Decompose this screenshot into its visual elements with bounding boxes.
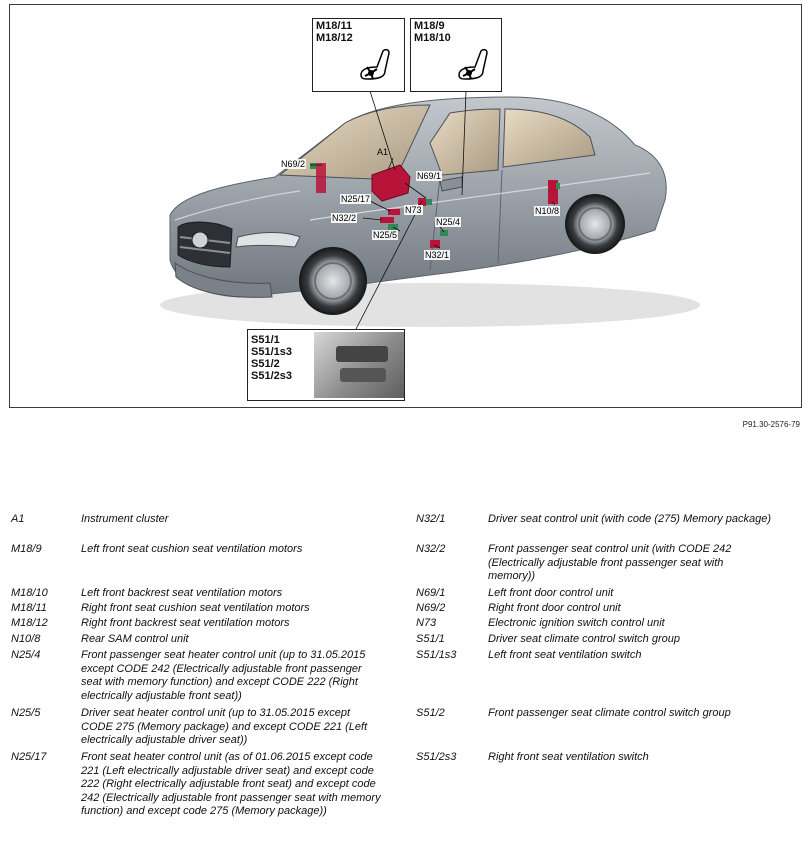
- seat-fan-icon: [451, 47, 491, 81]
- legend-row: [11, 587, 381, 601]
- figure-reference: P91.30-2576-79: [742, 420, 800, 429]
- n25-4-marker: [440, 230, 448, 236]
- legend-desc: Instrument cluster: [81, 513, 169, 525]
- legend-row: [11, 543, 381, 557]
- legend-code: M18/10: [11, 587, 48, 599]
- legend-code: M18/12: [11, 617, 48, 629]
- legend-desc: Left front door control unit: [488, 587, 614, 599]
- callout-code: M18/11: [316, 20, 353, 32]
- callout-code: M18/10: [414, 32, 451, 44]
- legend-row: [416, 602, 773, 616]
- legend-code: A1: [11, 513, 25, 525]
- n25-17-marker: [388, 209, 400, 215]
- legend-code: S51/2: [416, 707, 445, 719]
- legend-code: M18/9: [11, 543, 42, 555]
- n32-1-marker: [430, 240, 440, 248]
- legend-desc: Right front seat ventilation switch: [488, 751, 649, 763]
- label-a1: A1: [377, 147, 389, 157]
- n32-2-marker: [380, 217, 394, 223]
- label-n25-4: N25/4: [436, 217, 461, 227]
- legend-desc: Right front seat cushion seat ventilation motors: [81, 602, 310, 614]
- callout-code: M18/12: [316, 32, 353, 44]
- legend-desc: Front passenger seat control unit (with CODE 242 (Electrically adjustable front passenger seat with memory)): [488, 543, 732, 583]
- legend-row: [416, 617, 773, 631]
- legend-row: [416, 633, 773, 647]
- legend-desc: Front passenger seat heater control unit (up to 31.05.2015 except CODE 242 (Electrically adjustable front passenger seat with memory function) and except CODE 222 (Right electrically adjustable front seat)): [81, 649, 366, 702]
- legend-row: [416, 649, 773, 663]
- legend-code: N69/2: [416, 602, 446, 614]
- callout-left-seat-motors: [410, 18, 502, 92]
- star-emblem: [192, 232, 208, 248]
- label-n69-2: N69/2: [281, 159, 306, 169]
- legend-row: [11, 602, 381, 616]
- legend-desc: Left front seat ventilation switch: [488, 649, 642, 661]
- legend-code: N25/4: [11, 649, 41, 661]
- legend-row: [11, 707, 381, 748]
- vehicle-illustration: [9, 4, 802, 408]
- label-n69-1: N69/1: [417, 171, 442, 181]
- front-wheel: [299, 247, 367, 315]
- legend-code: S51/1s3: [416, 649, 457, 661]
- callout-switch-groups: [247, 329, 405, 401]
- legend-desc: Driver seat heater control unit (up to 31.05.2015 except CODE 275 (Memory package) and except CODE 221 (Left electrically adjustable driver seat)): [81, 707, 368, 747]
- legend-code: N25/5: [11, 707, 41, 719]
- legend-code: N10/8: [11, 633, 41, 645]
- label-n25-5: N25/5: [373, 230, 398, 240]
- legend-row: [11, 513, 381, 527]
- legend-desc: Driver seat control unit (with code (275) Memory package): [488, 513, 772, 525]
- legend-desc: Driver seat climate control switch group: [488, 633, 680, 645]
- legend-code: N73: [416, 617, 437, 629]
- legend-code: N32/1: [416, 513, 446, 525]
- n69-2-marker: [316, 163, 326, 193]
- legend-desc: Front passenger seat climate control switch group: [488, 707, 731, 719]
- legend-row: [416, 587, 773, 601]
- label-n32-1: N32/1: [425, 250, 450, 260]
- headlight: [236, 233, 300, 248]
- label-n10-8: N10/8: [535, 206, 560, 216]
- legend-code: N25/17: [11, 751, 47, 763]
- legend-desc: Rear SAM control unit: [81, 633, 189, 645]
- legend-desc: Right front door control unit: [488, 602, 621, 614]
- legend-code: N32/2: [416, 543, 446, 555]
- legend-code: S51/1: [416, 633, 445, 645]
- legend-row: [11, 617, 381, 631]
- legend-desc: Left front backrest seat ventilation motors: [81, 587, 283, 599]
- legend-desc: Left front seat cushion seat ventilation motors: [81, 543, 303, 555]
- callout-code: S51/2: [251, 358, 280, 370]
- legend-row: [11, 649, 381, 703]
- legend-row: [416, 707, 773, 721]
- legend-desc: Front seat heater control unit (as of 01.06.2015 except code 221 (Left electrically adjustable driver seat) and except code 222 (Right electrically adjustable front seat) and except code 242 (Electrically adjustable front passenger seat with memory function) and except code 275 (Memory package)): [81, 751, 381, 818]
- callout-code: M18/9: [414, 20, 445, 32]
- legend-row: [416, 751, 773, 765]
- callout-code: S51/1: [251, 334, 280, 346]
- legend-code: S51/2s3: [416, 751, 457, 763]
- label-n25-17: N25/17: [341, 194, 371, 204]
- legend-code: M18/11: [11, 602, 47, 614]
- legend-row: [416, 513, 773, 527]
- switch-photo: [314, 332, 404, 398]
- label-n73: N73: [405, 205, 422, 215]
- legend-row: [11, 751, 381, 819]
- label-n32-2: N32/2: [332, 213, 357, 223]
- legend-code: N69/1: [416, 587, 446, 599]
- seat-fan-icon: [353, 47, 393, 81]
- callout-right-seat-motors: [312, 18, 405, 92]
- legend-row: [11, 633, 381, 647]
- legend-desc: Right front backrest seat ventilation motors: [81, 617, 290, 629]
- callout-code: S51/2s3: [251, 370, 292, 382]
- callout-code: S51/1s3: [251, 346, 292, 358]
- rear-wheel: [565, 194, 625, 254]
- legend-row: [416, 543, 773, 584]
- legend-desc: Electronic ignition switch control unit: [488, 617, 665, 629]
